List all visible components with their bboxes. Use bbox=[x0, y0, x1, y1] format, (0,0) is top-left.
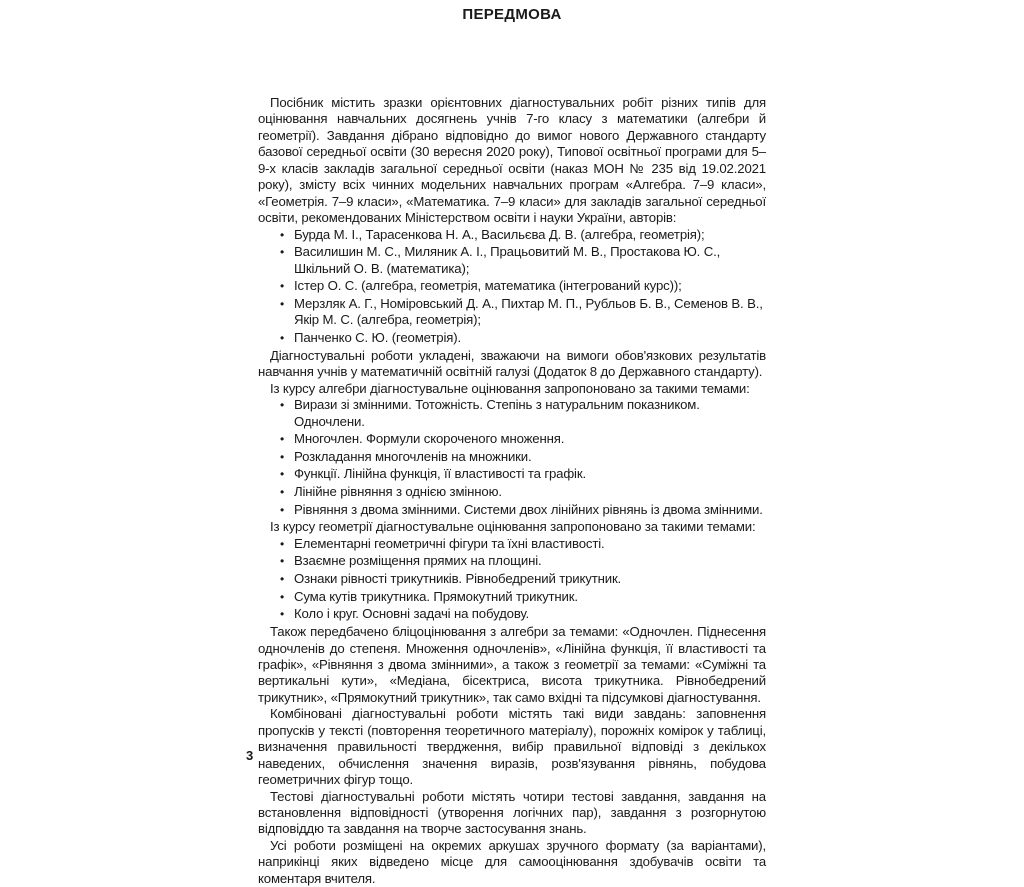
list-item: • Бурда М. І., Тарасенкова Н. А., Васильєва Д. В. (алгебра, геометрія); bbox=[280, 226, 705, 242]
tests-paragraph: Тестові діагностувальні роботи містять чотири тестові завдання, завдання на встановлення відповідності (утворення логічних пар), завдання з розгорнутою відповіддю та завдання на творче застосування знань. bbox=[258, 788, 766, 837]
list-item: • Істер О. С. (алгебра, геометрія, математика (інтегрований курс)); bbox=[280, 278, 682, 294]
bullet-icon: • bbox=[280, 331, 285, 346]
list-item: • Коло і круг. Основні задачі на побудову. bbox=[280, 606, 530, 622]
bullet-icon: • bbox=[280, 485, 285, 500]
combined-paragraph: Комбіновані діагностувальні роботи містять такі види завдань: заповнення пропусків у тексті (повторення теоретичного матеріалу), порожніх комірок у таблиці, визначення правильності твердження, вибір правильної відповіді з декількох наведених, обчислення значення виразів, розв'язування рівнянь, побудова геометричних фігур тощо. bbox=[258, 706, 766, 788]
list-item: • Елементарні геометричні фігури та їхні властивості. bbox=[280, 535, 605, 551]
list-item: • Василишин М. С., Миляник А. І., Працьовитий М. В., Простакова Ю. С., Шкільний О. В. (математика); bbox=[280, 244, 721, 276]
list-item: • Лінійне рівняння з однією змінною. bbox=[280, 484, 502, 500]
list-item: • Мерзляк А. Г., Номіровський Д. А., Пихтар М. П., Рубльов Б. В., Семенов В. В., Якір М. С. (алгебра, геометрія); bbox=[280, 296, 763, 328]
preface-body bbox=[258, 95, 766, 887]
list-item: • Рівняння з двома змінними. Системи двох лінійних рівнянь із двома змінними. bbox=[280, 501, 763, 517]
bullet-icon: • bbox=[280, 227, 285, 242]
bullet-icon: • bbox=[280, 554, 285, 569]
bullet-icon: • bbox=[280, 536, 285, 551]
bullet-icon: • bbox=[280, 245, 285, 260]
geometry-intro: Із курсу геометрії діагностувальне оцінювання запропоновано за такими темами: bbox=[270, 519, 756, 535]
list-item: • Многочлен. Формули скороченого множення. bbox=[280, 431, 565, 447]
diagnostic-paragraph: Діагностувальні роботи укладені, зважаючи на вимоги обов'язкових результатів навчання учнів у математичній освітній галузі (Додаток 8 до Державного стандарту). bbox=[258, 347, 766, 380]
bullet-icon: • bbox=[280, 449, 285, 464]
intro-paragraph: Посібник містить зразки орієнтовних діагностувальних робіт різних типів для оцінювання навчальних досягнень учнів 7-го класу з математики (алгебри й геометрії). Завдання дібрано відповідно до вимог нового Державного стандарту базової середньої освіти (30 вересня 2020 року), Типової освітньої програми для 5–9-х класів закладів загальної середньої освіти (наказ МОН № 235 від 19.02.2021 року), змісту всіх чинних модельних навчальних програм «Алгебра. 7–9 класи», «Геометрія. 7–9 класи», «Математика. 7–9 класи» для закладів загальної середньої освіти, рекомендованих Міністерством освіти і науки України, авторів: bbox=[258, 95, 766, 226]
bullet-icon: • bbox=[280, 467, 285, 482]
list-item: • Сума кутів трикутника. Прямокутний трикутник. bbox=[280, 588, 578, 604]
list-item: • Вирази зі змінними. Тотожність. Степінь з натуральним показником. Одночлени. bbox=[280, 397, 700, 429]
bullet-icon: • bbox=[280, 607, 285, 622]
bullet-icon: • bbox=[280, 279, 285, 294]
list-item: • Панченко С. Ю. (геометрія). bbox=[280, 330, 461, 346]
bullet-icon: • bbox=[280, 398, 285, 413]
bullet-icon: • bbox=[280, 502, 285, 517]
page-title: ПЕРЕДМОВА bbox=[462, 6, 562, 23]
authors-list bbox=[258, 227, 766, 347]
list-item: • Розкладання многочленів на множники. bbox=[280, 448, 532, 464]
page-number: 3 bbox=[246, 748, 254, 763]
geometry-topics-list bbox=[258, 536, 766, 623]
algebra-intro: Із курсу алгебри діагностувальне оцінювання запропоновано за такими темами: bbox=[270, 380, 750, 396]
bullet-icon: • bbox=[280, 297, 285, 311]
list-item: • Функції. Лінійна функція, її властивості та графік. bbox=[280, 466, 586, 482]
blitz-paragraph: Також передбачено бліцоцінювання з алгебри за темами: «Одночлен. Піднесення одночленів до степеня. Множення одночленів», «Лінійна функція, її властивості та графік», «Рівняння з двома змінними», а також з геометрії за темами: «Суміжні та вертикальні кути», «Медіана, бісектриса, висота трикутника. Рівнобедрений трикутник», «Прямокутний трикутник», так само вхідні та підсумкові діагностування. bbox=[258, 624, 766, 705]
list-item: • Ознаки рівності трикутників. Рівнобедрений трикутник. bbox=[280, 571, 622, 587]
algebra-topics-list bbox=[258, 397, 766, 518]
bullet-icon: • bbox=[280, 589, 285, 604]
all-works-paragraph: Усі роботи розміщені на окремих аркушах зручного формату (за варіантами), наприкінці яких відведено місце для самооцінювання здобувачів освіти та коментаря вчителя. bbox=[258, 837, 766, 886]
list-item: • Взаємне розміщення прямих на площині. bbox=[280, 553, 542, 569]
bullet-icon: • bbox=[280, 432, 285, 447]
bullet-icon: • bbox=[280, 572, 285, 587]
